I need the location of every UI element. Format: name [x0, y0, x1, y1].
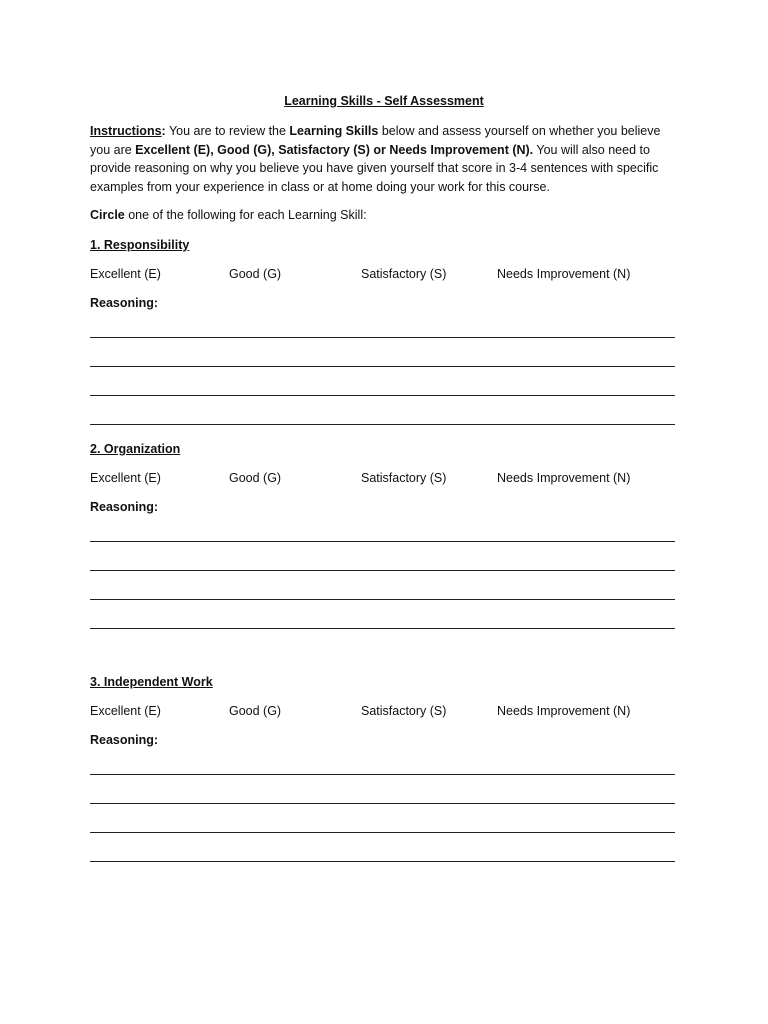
choice-excellent[interactable]: Excellent (E): [90, 471, 161, 485]
choice-good[interactable]: Good (G): [229, 704, 282, 718]
choice-excellent[interactable]: Excellent (E): [90, 267, 161, 281]
reasoning-write-line[interactable]: [90, 832, 675, 833]
section-title: 1. Responsibility: [90, 238, 190, 252]
reasoning-label: Reasoning:: [90, 296, 159, 310]
reasoning-write-line[interactable]: [90, 628, 675, 629]
reasoning-write-line[interactable]: [90, 570, 675, 571]
reasoning-write-line[interactable]: [90, 366, 675, 367]
section-title: 2. Organization: [90, 442, 181, 456]
choice-satisfactory[interactable]: Satisfactory (S): [361, 704, 447, 718]
circle-word: Circle: [90, 208, 125, 222]
instructions-text-2: below and assess yourself on whether you believe you are: [90, 124, 661, 157]
page-title: Learning Skills - Self Assessment: [284, 94, 484, 108]
reasoning-write-line[interactable]: [90, 395, 675, 396]
circle-instruction-rest: one of the following for each Learning Skill:: [124, 208, 367, 222]
choice-good[interactable]: Good (G): [229, 267, 282, 281]
instructions-skills-label: Learning Skills: [289, 124, 379, 138]
choice-satisfactory[interactable]: Satisfactory (S): [361, 267, 447, 281]
instructions-paragraph: [90, 122, 680, 196]
choice-good[interactable]: Good (G): [229, 471, 282, 485]
instructions-text-1: You are to review the: [165, 124, 290, 138]
reasoning-label: Reasoning:: [90, 733, 159, 747]
reasoning-write-line[interactable]: [90, 424, 675, 425]
choice-satisfactory[interactable]: Satisfactory (S): [361, 471, 447, 485]
instructions-options: Excellent (E), Good (G), Satisfactory (S) or Needs Improvement (N).: [135, 142, 534, 157]
choice-needs-improvement[interactable]: Needs Improvement (N): [497, 704, 631, 718]
section-title: 3. Independent Work: [90, 675, 213, 689]
reasoning-write-line[interactable]: [90, 774, 675, 775]
circle-instruction: [90, 208, 367, 222]
choice-needs-improvement[interactable]: Needs Improvement (N): [497, 471, 631, 485]
instructions-label: Instructions: [90, 124, 162, 138]
choice-excellent[interactable]: Excellent (E): [90, 704, 161, 718]
instructions-colon: :: [161, 124, 166, 138]
reasoning-write-line[interactable]: [90, 803, 675, 804]
instructions-text-3: You will also need to provide reasoning on why you believe you have given yourself that score in 3-4 sentences with specific examples from your experience in class or at home doing your work for this course.: [90, 142, 659, 194]
reasoning-write-line[interactable]: [90, 337, 675, 338]
reasoning-write-line[interactable]: [90, 541, 675, 542]
reasoning-label: Reasoning:: [90, 500, 159, 514]
choice-needs-improvement[interactable]: Needs Improvement (N): [497, 267, 631, 281]
reasoning-write-line[interactable]: [90, 861, 675, 862]
reasoning-write-line[interactable]: [90, 599, 675, 600]
